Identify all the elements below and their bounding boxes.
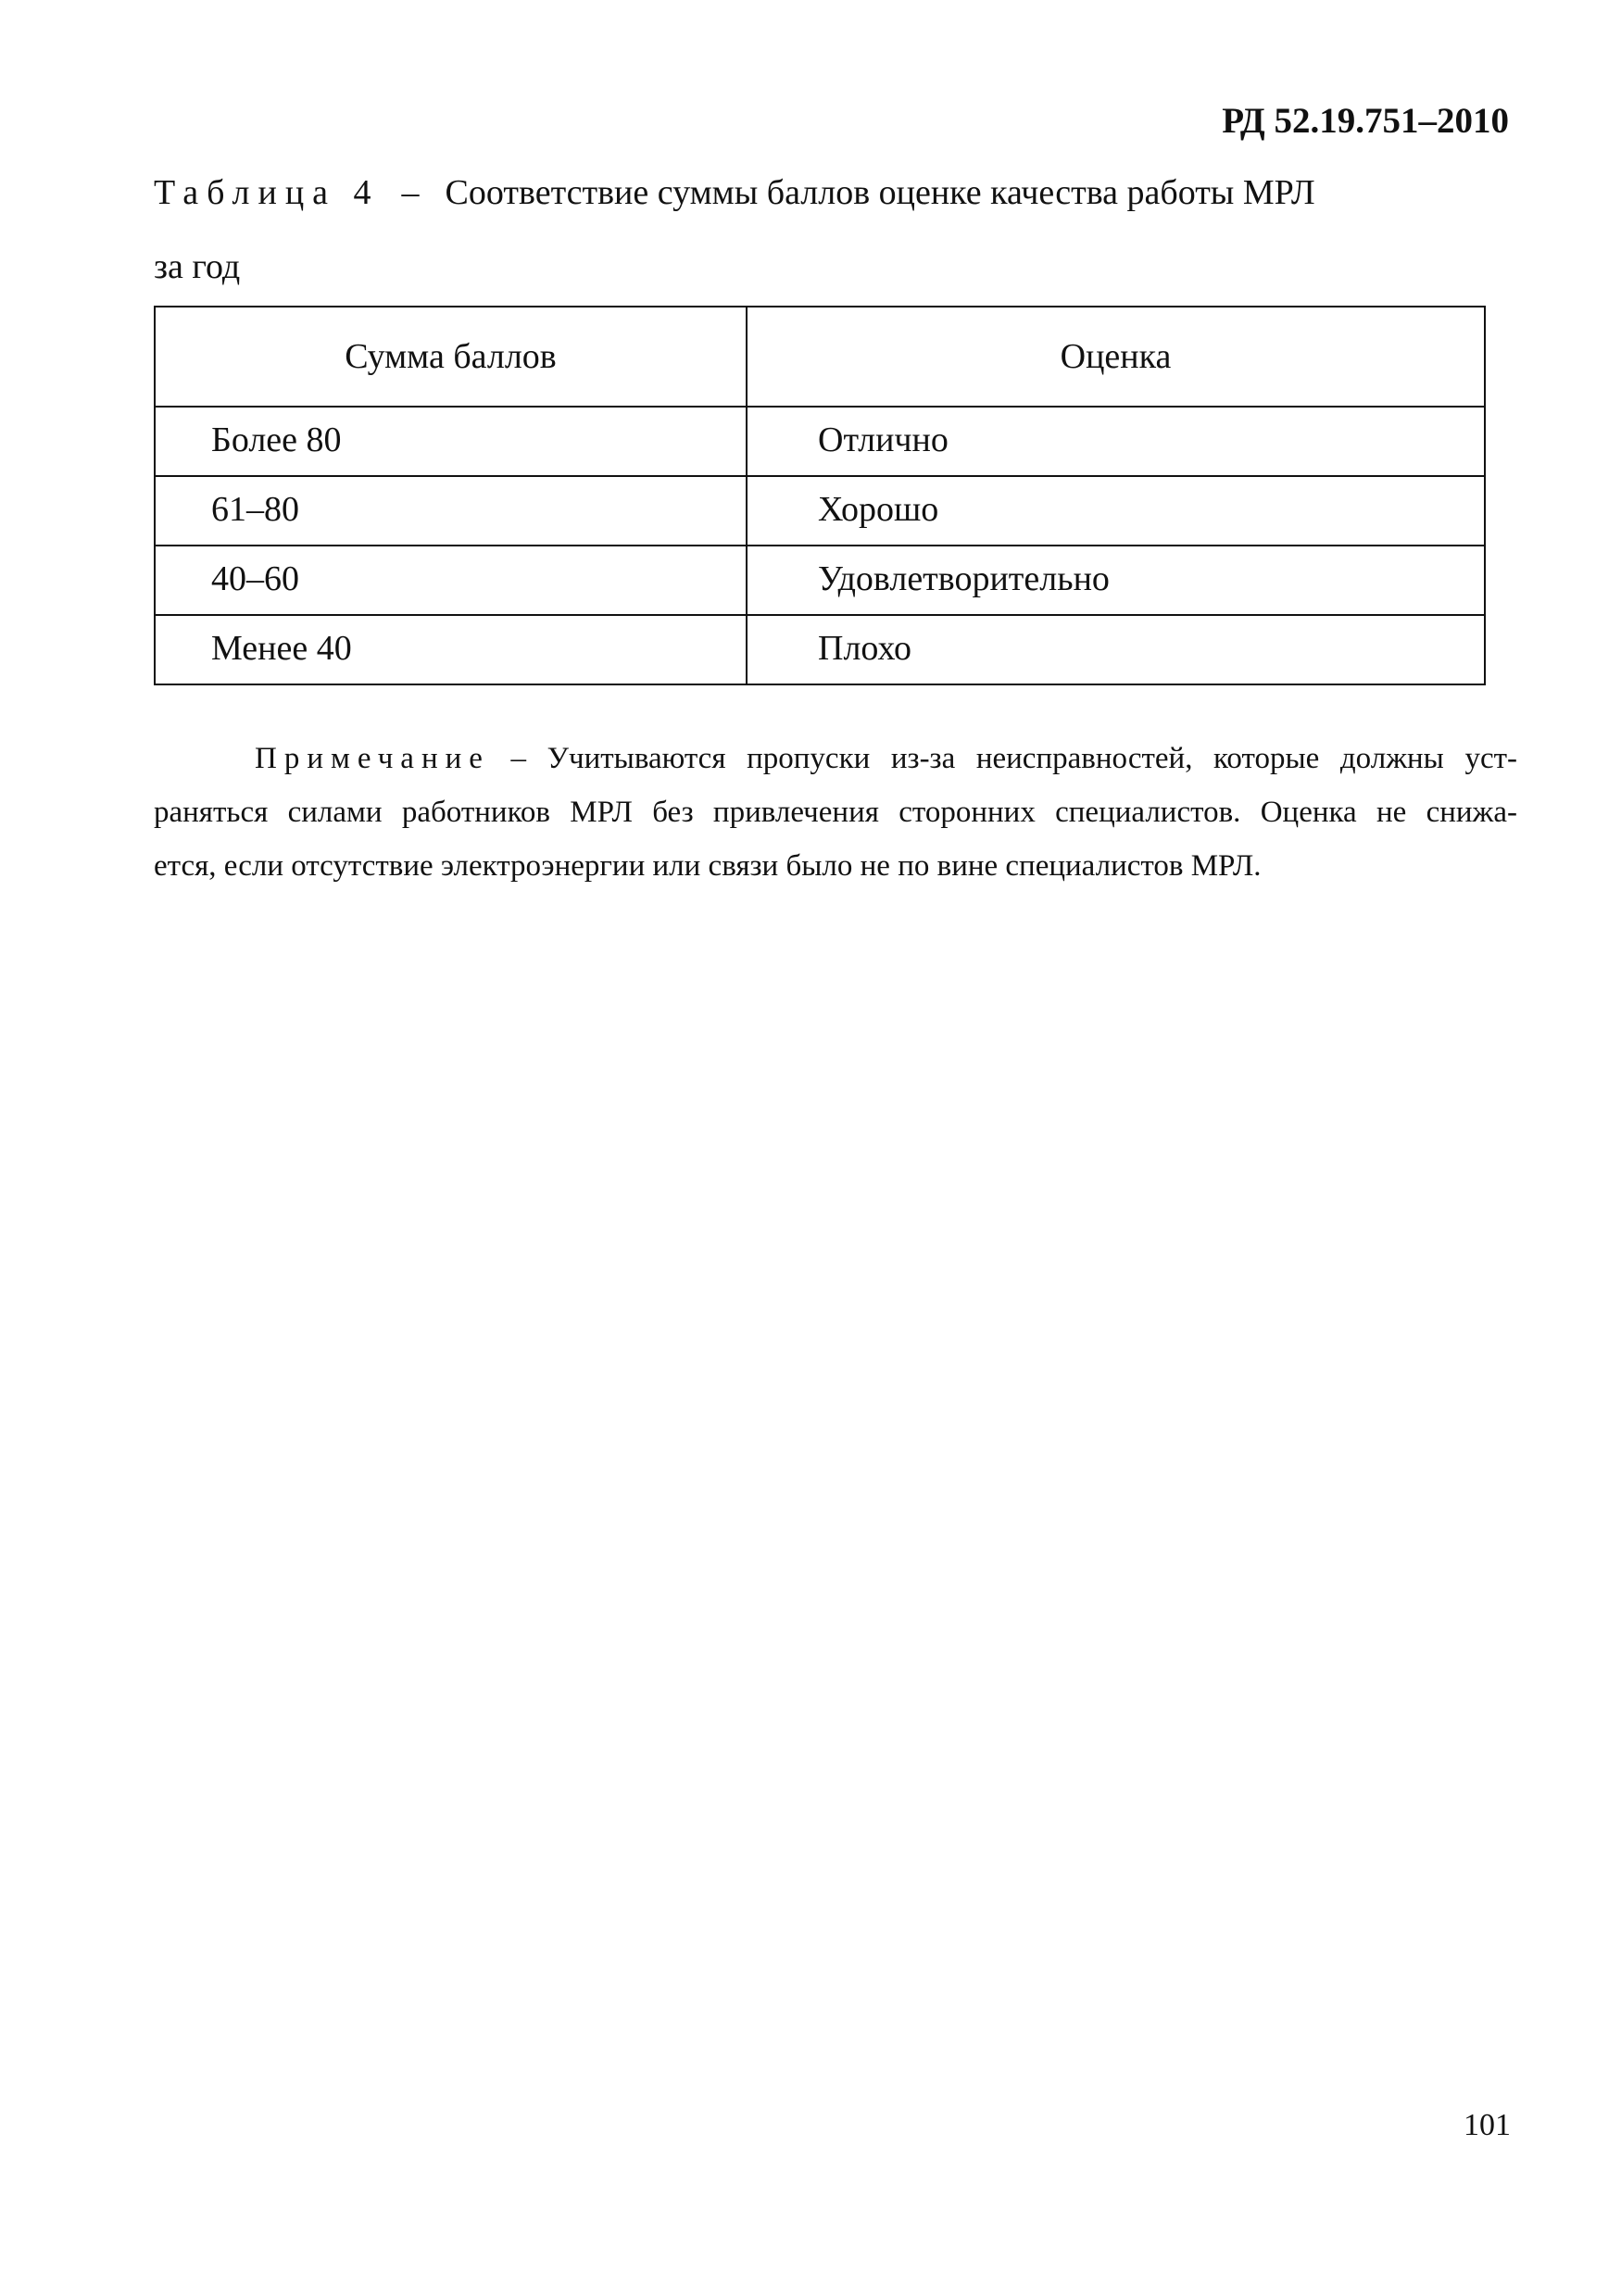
note-label: Примечание <box>255 742 490 775</box>
note-line-1 <box>154 732 1517 785</box>
note-line-2: раняться силами работников МРЛ без привлечения сторонних специалистов. Оценка не снижа- <box>154 796 1517 829</box>
score-sum-cell: 61–80 <box>155 476 747 546</box>
table-row <box>155 476 1485 546</box>
note-text-1: – Учитываются пропуски из-за неисправностей, которые должны уст- <box>510 742 1517 775</box>
table-header-row <box>155 307 1485 407</box>
score-sum-cell: 40–60 <box>155 546 747 615</box>
grade-cell: Хорошо <box>747 476 1485 546</box>
table-caption-label: Таблица 4 <box>154 173 380 212</box>
table-caption <box>154 156 1506 304</box>
grade-cell: Удовлетворительно <box>747 546 1485 615</box>
note-line-3: ется, если отсутствие электроэнергии или связи было не по вине специалистов МРЛ. <box>154 849 1262 883</box>
column-header-score-sum: Сумма баллов <box>155 307 747 407</box>
table-caption-title-continued: за год <box>154 247 241 286</box>
grade-cell: Плохо <box>747 615 1485 684</box>
grade-cell: Отлично <box>747 407 1485 476</box>
score-sum-cell: Менее 40 <box>155 615 747 684</box>
document-code: РД 52.19.751–2010 <box>1222 101 1509 141</box>
table-row <box>155 615 1485 684</box>
page-number: 101 <box>1464 2108 1511 2142</box>
column-header-grade: Оценка <box>747 307 1485 407</box>
table-row <box>155 407 1485 476</box>
table-caption-title: Соответствие суммы баллов оценке качества работы МРЛ <box>445 173 1315 212</box>
score-sum-cell: Более 80 <box>155 407 747 476</box>
table-caption-dash: – <box>401 173 420 212</box>
table-note <box>154 732 1517 893</box>
table-row <box>155 546 1485 615</box>
score-grade-table <box>154 306 1486 685</box>
